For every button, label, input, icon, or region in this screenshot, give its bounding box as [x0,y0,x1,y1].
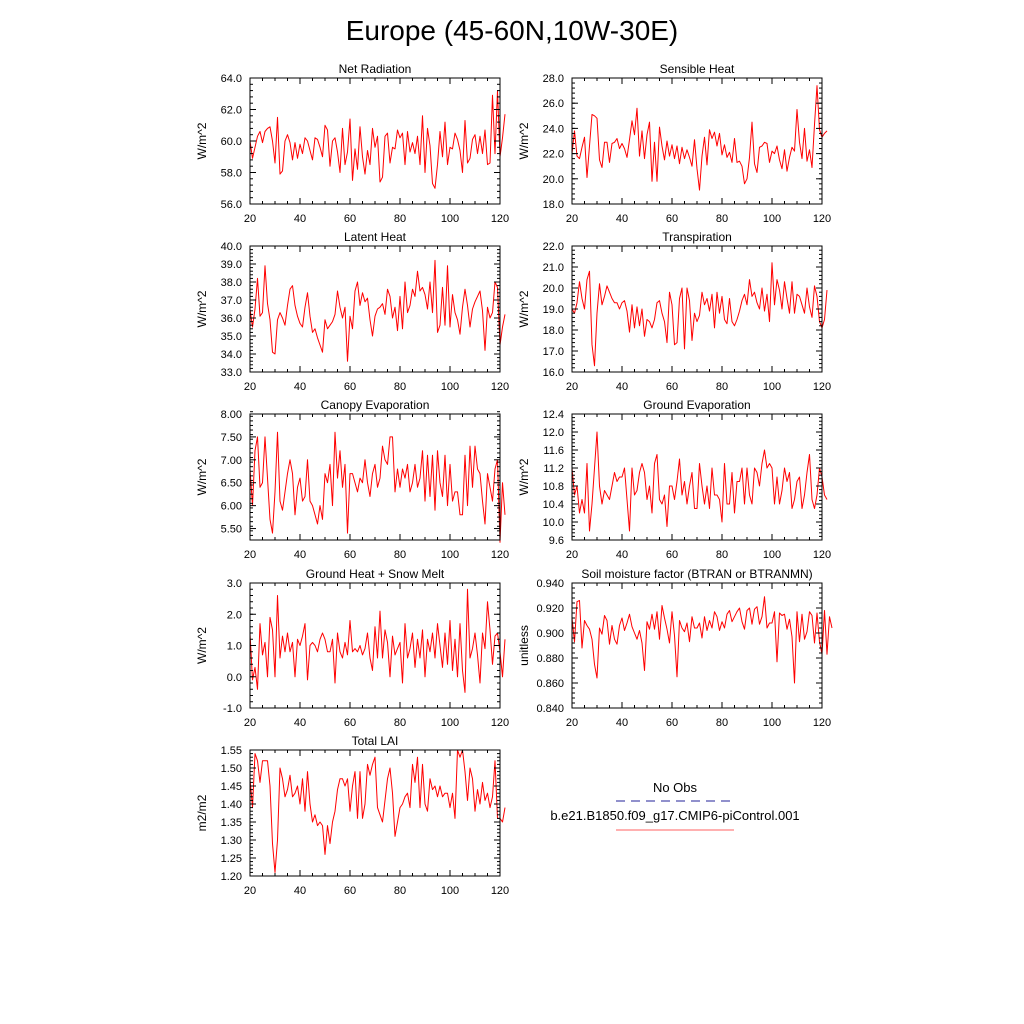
y-tick-label: 10.4 [542,499,564,511]
x-tick-label: 120 [490,885,510,897]
y-tick-label: 1.40 [220,799,242,811]
panel-title: Transpiration [662,230,732,244]
y-tick-label: 1.55 [220,745,242,757]
y-tick-label: 1.50 [220,763,242,775]
y-tick-label: 34.0 [220,349,242,361]
y-axis-label: m2/m2 [195,794,209,832]
x-tick-label: 60 [343,717,357,729]
x-tick-label: 100 [440,885,460,897]
x-tick-label: 40 [293,381,307,393]
y-tick-label: 3.0 [226,578,242,590]
x-tick-label: 100 [762,213,782,225]
plot-frame [572,414,822,540]
y-tick-label: 36.0 [220,313,242,325]
y-tick-label: 7.00 [220,454,242,467]
panel-canopy-evaporation [195,398,509,561]
plot-frame [250,583,500,708]
x-tick-label: 20 [565,213,579,225]
y-tick-label: 10.0 [542,517,564,529]
series-line [572,86,827,191]
legend [550,780,799,830]
y-tick-label: 19.0 [542,304,564,316]
panel-ground-heat-snow-melt [195,567,509,729]
x-tick-label: 80 [715,549,729,561]
x-tick-label: 20 [243,549,257,561]
y-axis-label: W/m^2 [195,627,209,664]
x-tick-label: 20 [565,717,579,729]
y-axis-label: W/m^2 [517,122,531,160]
x-tick-label: 120 [812,717,832,729]
y-tick-label: 2.0 [226,609,242,622]
y-tick-label: 5.50 [220,523,242,536]
x-tick-label: 20 [243,381,257,393]
y-tick-label: 20.0 [542,173,564,186]
y-tick-label: 7.50 [220,431,242,444]
y-tick-label: 33.0 [220,367,242,379]
x-tick-label: 100 [440,213,460,225]
x-tick-label: 40 [293,717,307,729]
series-line [250,589,505,692]
x-tick-label: 60 [665,381,679,393]
y-tick-label: 8.00 [220,409,242,421]
series-line [572,597,832,683]
y-tick-label: 1.20 [220,871,242,883]
y-tick-label: 64.0 [220,73,242,85]
y-tick-label: 1.30 [220,835,242,847]
y-tick-label: 6.50 [220,477,242,490]
x-tick-label: 80 [393,549,407,561]
y-tick-label: 0.880 [536,653,564,665]
x-tick-label: 20 [565,549,579,561]
x-tick-label: 40 [615,717,629,729]
y-tick-label: 1.35 [220,817,242,829]
x-tick-label: 80 [393,381,407,393]
panel-total-lai [195,734,509,897]
y-tick-label: 18.0 [542,325,564,337]
panel-title: Soil moisture factor (BTRAN or BTRANMN) [581,567,813,581]
x-tick-label: 80 [393,213,407,225]
panel-title: Latent Heat [343,230,407,244]
y-tick-label: 56.0 [220,199,242,211]
x-tick-label: 60 [343,381,357,393]
x-tick-label: 60 [343,213,357,225]
y-tick-label: 12.0 [542,427,564,439]
y-axis-label: W/m^2 [517,290,531,328]
panel-sensible-heat [517,62,831,225]
panel-latent-heat [195,230,509,393]
x-tick-label: 120 [490,213,510,225]
x-tick-label: 100 [762,717,782,729]
x-tick-label: 60 [665,549,679,561]
x-tick-label: 80 [715,717,729,729]
x-tick-label: 40 [293,549,307,561]
x-tick-label: 80 [393,717,407,729]
y-tick-label: 10.8 [542,481,564,493]
y-tick-label: 40.0 [220,241,242,253]
y-tick-label: 22.0 [542,148,564,161]
y-tick-label: 0.920 [536,603,564,615]
x-tick-label: 120 [490,549,510,561]
y-tick-label: 6.00 [220,500,242,513]
x-tick-label: 60 [343,549,357,561]
y-tick-label: 20.0 [542,283,564,295]
y-tick-label: 0.0 [226,671,242,684]
y-tick-label: 60.0 [220,136,242,148]
x-tick-label: 40 [615,549,629,561]
x-tick-label: 60 [665,213,679,225]
x-tick-label: 120 [812,381,832,393]
y-tick-label: 18.0 [542,199,564,211]
x-tick-label: 80 [715,213,729,225]
panel-title: Net Radiation [338,62,412,76]
y-tick-label: 0.900 [536,628,564,640]
panel-transpiration [517,230,831,393]
y-tick-label: 12.4 [542,409,564,421]
series-line [572,432,827,531]
x-tick-label: 100 [762,549,782,561]
x-tick-label: 100 [440,717,460,729]
y-tick-label: 28.0 [542,73,564,85]
x-tick-label: 40 [615,381,629,393]
y-tick-label: 1.45 [220,781,242,793]
panel-title: Total LAI [351,734,399,748]
y-tick-label: 38.0 [220,277,242,289]
x-tick-label: 20 [243,717,257,729]
plot-frame [572,583,822,708]
figure-title: Europe (45-60N,10W-30E) [345,15,679,46]
y-tick-label: 62.0 [220,104,242,117]
y-tick-label: -1.0 [223,703,242,715]
y-tick-label: 16.0 [542,367,564,379]
y-tick-label: 21.0 [542,262,564,274]
y-tick-label: 17.0 [542,346,564,358]
series-line [250,260,505,361]
x-tick-label: 40 [615,213,629,225]
y-axis-label: W/m^2 [195,458,209,496]
x-tick-label: 20 [243,213,257,225]
y-tick-label: 1.0 [226,640,242,653]
x-tick-label: 100 [440,381,460,393]
x-tick-label: 20 [243,885,257,897]
plot-frame [250,78,500,204]
plot-frame [572,78,822,204]
x-tick-label: 80 [715,381,729,393]
x-tick-label: 120 [490,717,510,729]
plot-frame [572,246,822,372]
legend-label-model: b.e21.B1850.f09_g17.CMIP6-piControl.001 [550,808,800,823]
panel-title: Sensible Heat [659,62,735,76]
y-axis-label: unitless [517,625,531,666]
panel-title: Ground Heat + Snow Melt [305,567,445,581]
panel-soil-moisture-factor [517,567,832,729]
plot-frame [250,750,500,876]
y-tick-label: 37.0 [220,295,242,307]
y-axis-label: W/m^2 [517,458,531,496]
y-tick-label: 22.0 [542,241,564,253]
x-tick-label: 40 [293,213,307,225]
y-tick-label: 0.840 [536,703,564,715]
y-tick-label: 0.940 [536,578,564,590]
y-tick-label: 58.0 [220,167,242,180]
x-tick-label: 120 [812,213,832,225]
x-tick-label: 40 [293,885,307,897]
panel-net-radiation [195,62,509,225]
x-tick-label: 100 [440,549,460,561]
y-axis-label: W/m^2 [195,290,209,328]
panel-title: Canopy Evaporation [320,398,430,412]
y-tick-label: 9.6 [548,535,564,547]
y-tick-label: 11.6 [543,445,564,457]
y-tick-label: 35.0 [220,331,242,343]
y-tick-label: 11.2 [543,463,564,475]
x-tick-label: 80 [393,885,407,897]
panel-ground-evaporation [517,398,831,561]
series-line [250,432,505,542]
x-tick-label: 120 [490,381,510,393]
x-tick-label: 100 [762,381,782,393]
legend-label-obs: No Obs [652,780,698,795]
x-tick-label: 60 [665,717,679,729]
y-axis-label: W/m^2 [195,122,209,160]
panel-title: Ground Evaporation [643,398,751,412]
y-tick-label: 1.25 [220,853,242,865]
x-tick-label: 20 [565,381,579,393]
y-tick-label: 39.0 [220,259,242,271]
y-tick-label: 0.860 [536,678,564,690]
series-line [250,91,505,189]
x-tick-label: 120 [812,549,832,561]
y-tick-label: 24.0 [542,123,564,136]
x-tick-label: 60 [343,885,357,897]
series-line [572,263,827,366]
y-tick-label: 26.0 [542,98,564,111]
series-line [250,750,505,872]
